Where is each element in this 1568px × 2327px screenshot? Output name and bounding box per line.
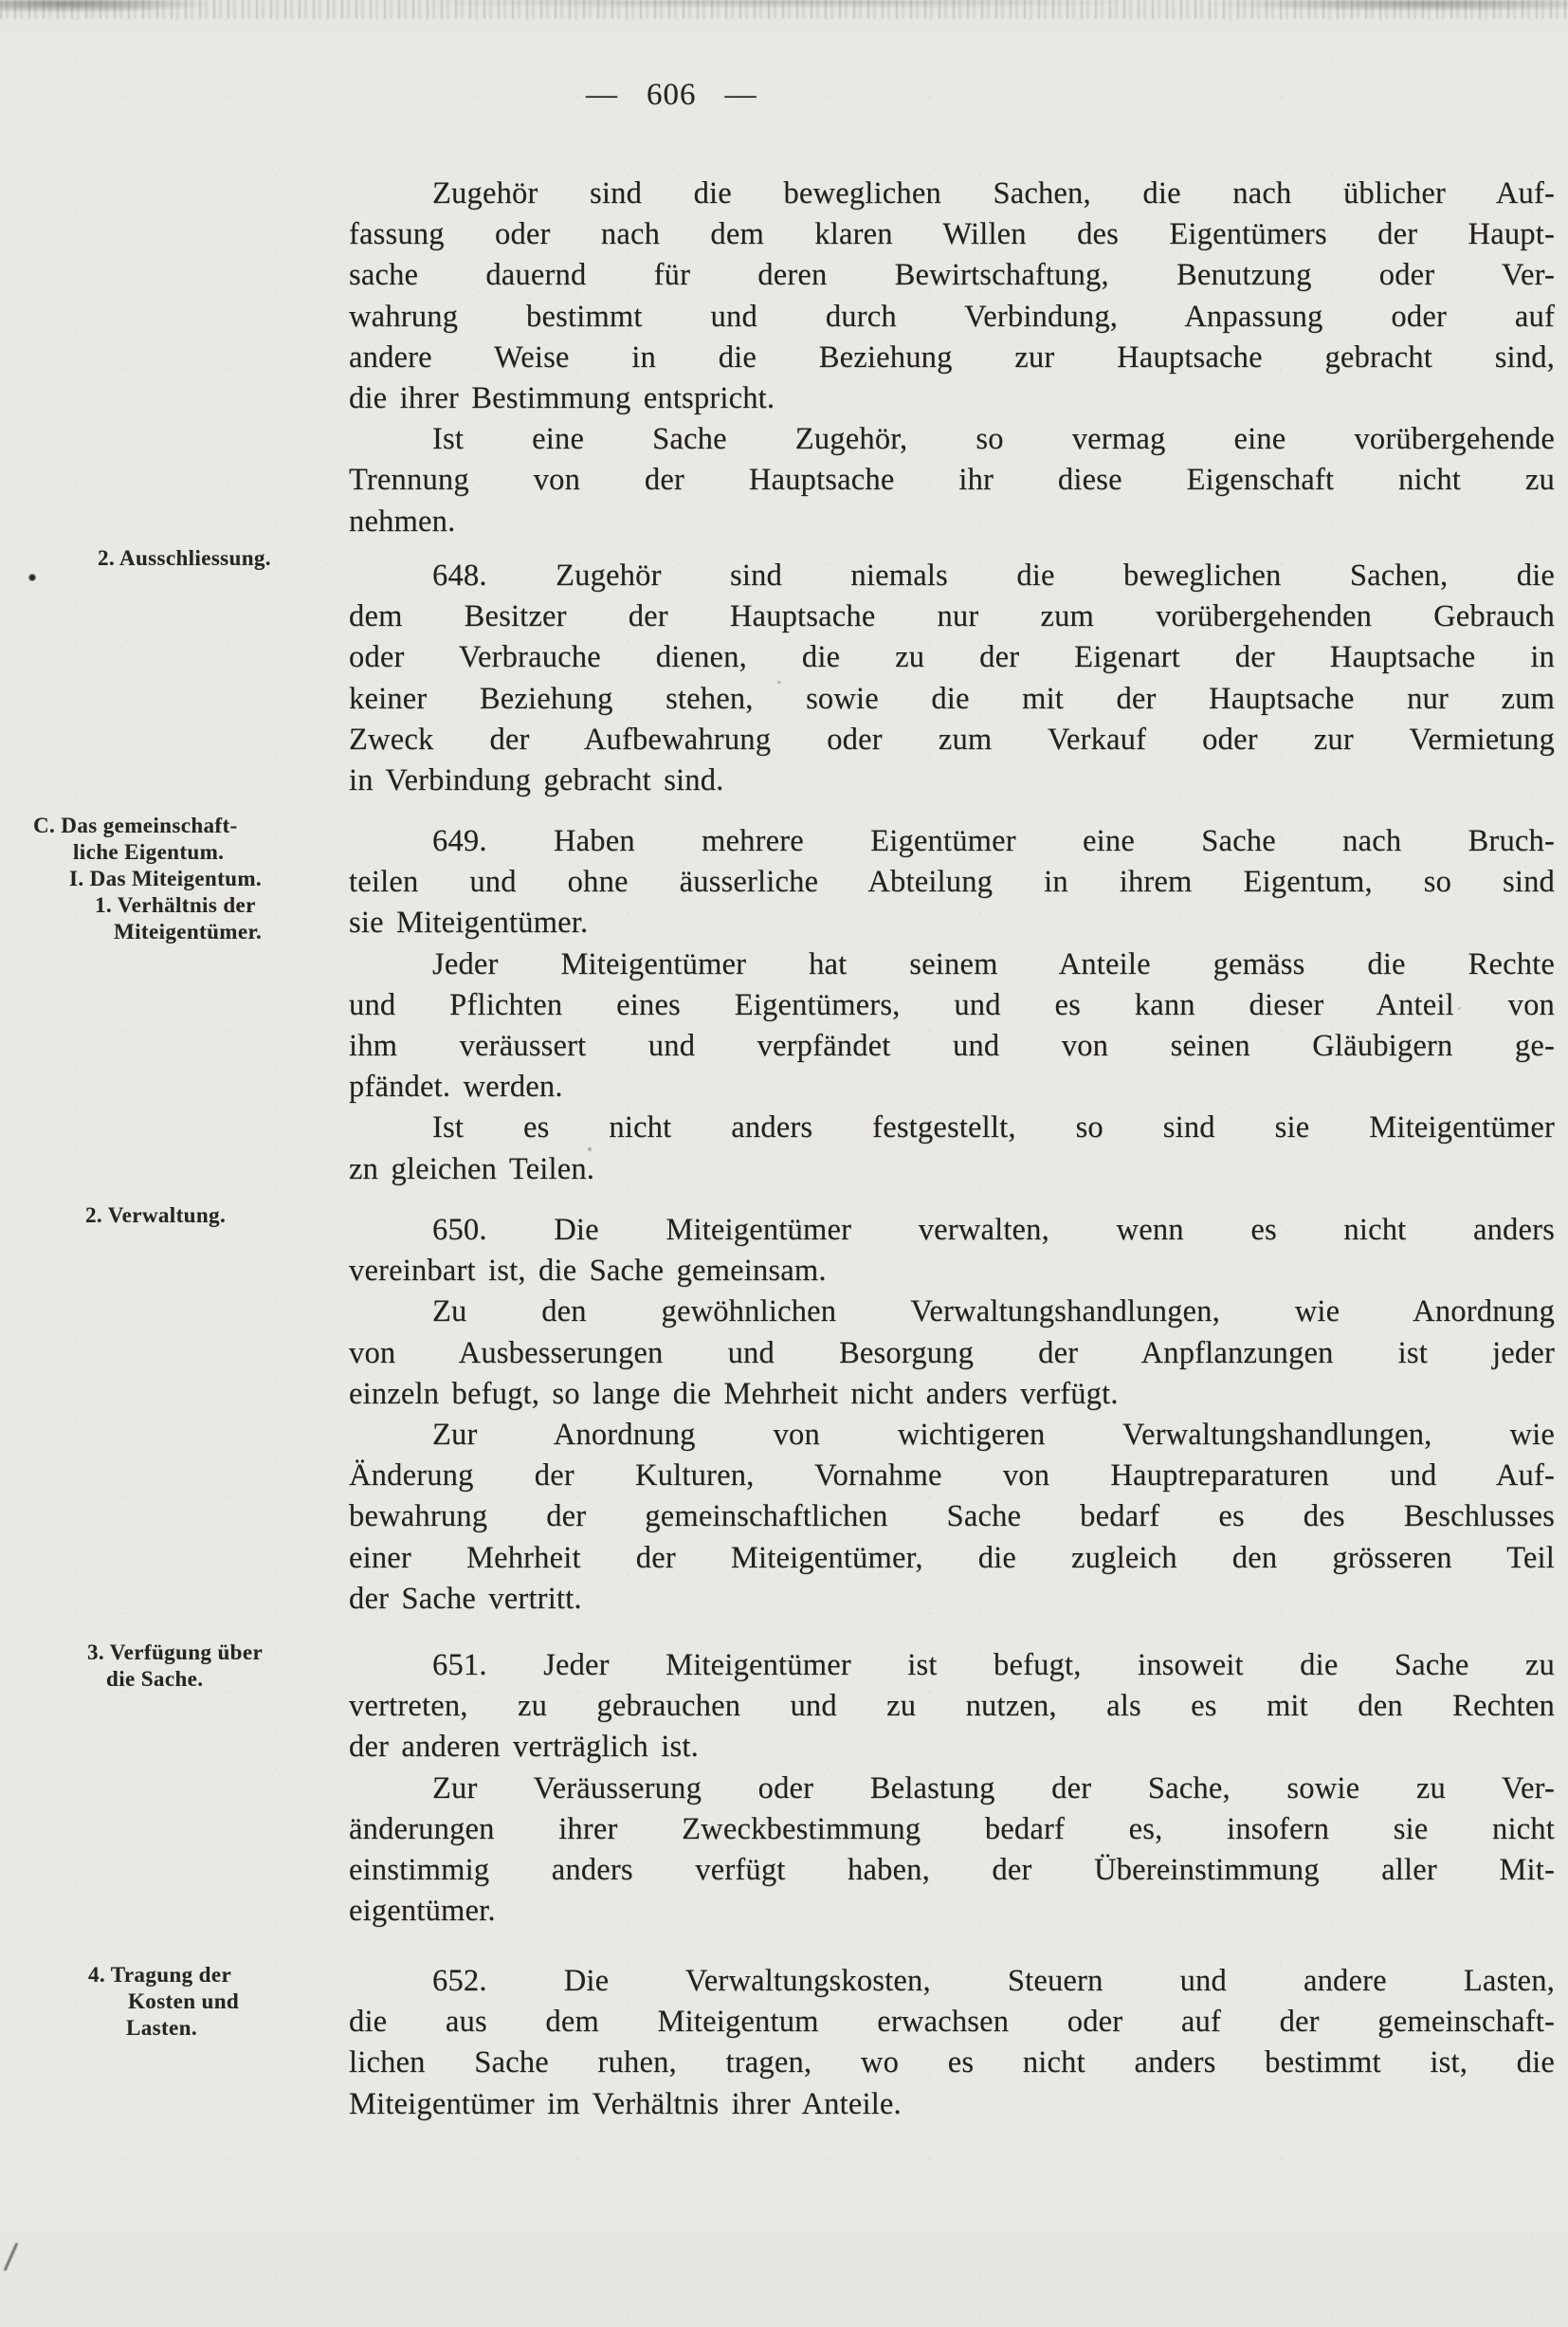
header-dash-right: — (724, 78, 757, 112)
text-line: 652. Die Verwaltungskosten, Steuern und andere Lasten, (432, 1964, 1555, 1998)
text-line: Miteigentümer im Verhältnis ihrer Anteile. (349, 2086, 902, 2121)
text-line: 650. Die Miteigentümer verwalten, wenn es nicht anders (432, 1213, 1555, 1247)
text-line: bewahrung der gemeinschaftlichen Sache bedarf es des Beschlusses (349, 1499, 1555, 1534)
text-line: Ist eine Sache Zugehör, so vermag eine vorübergehende (432, 422, 1555, 457)
scan-artifact-dot (588, 1147, 592, 1151)
text-line: Zugehör sind die beweglichen Sachen, die nach üblicher Auf- (432, 176, 1555, 211)
text-line: der anderen verträglich ist. (349, 1730, 699, 1765)
text-line: Zur Anordnung von wichtigeren Verwaltungshandlungen, wie (432, 1418, 1555, 1453)
text-line: nehmen. (349, 504, 456, 539)
text-line: einzeln befugt, so lange die Mehrheit nicht anders verfügt. (349, 1376, 1119, 1411)
text-line: fassung oder nach dem klaren Willen des Eigentümers der Haupt- (349, 217, 1555, 252)
text-line: vertreten, zu gebrauchen und zu nutzen, als es mit den Rechten (349, 1689, 1555, 1724)
text-line: sie Miteigentümer. (349, 906, 589, 941)
margin-note-line: 3. Verfügung über (87, 1640, 264, 1664)
text-line: einstimmig anders verfügt haben, der Übereinstimmung aller Mit- (349, 1853, 1555, 1888)
margin-note-line: 1. Verhältnis der (95, 893, 256, 917)
text-line: 651. Jeder Miteigentümer ist befugt, insoweit die Sache zu (432, 1648, 1555, 1682)
text-column (349, 0, 1555, 2327)
text-line: und Pflichten eines Eigentümers, und es kann dieser Anteil von (349, 987, 1555, 1022)
text-line: andere Weise in die Beziehung zur Hauptsache gebracht sind, (349, 339, 1555, 375)
article-intro-continuation (349, 174, 1555, 542)
text-line: pfändet. werden. (349, 1070, 563, 1105)
text-line: die aus dem Miteigentum erwachsen oder auf der gemeinschaft- (349, 2005, 1555, 2040)
text-line: Zweck der Aufbewahrung oder zum Verkauf oder zur Vermietung (349, 722, 1555, 757)
article-649 (349, 821, 1555, 1190)
text-line: der Sache vertritt. (349, 1581, 582, 1616)
text-line: ihm veräussert und verpfändet und von seinen Gläubigern ge- (349, 1029, 1555, 1064)
text-line: Änderung der Kulturen, Vornahme von Hauptreparaturen und Auf- (349, 1458, 1555, 1493)
text-line: einer Mehrheit der Miteigentümer, die zugleich den grösseren Teil (349, 1540, 1555, 1575)
article-650 (349, 1210, 1555, 1620)
scan-artifact-dot (777, 681, 781, 684)
margin-note-line: Lasten. (126, 2016, 198, 2040)
text-line: sache dauernd für deren Bewirtschaftung, Benutzung oder Ver- (349, 258, 1555, 293)
article-648 (349, 556, 1555, 801)
scan-artifact-slash (4, 2243, 19, 2271)
scan-artifact-dot (28, 574, 36, 581)
text-line: zn gleichen Teilen. (349, 1151, 595, 1186)
margin-note-line: C. Das gemeinschaft- (33, 814, 238, 837)
margin-note-ausschliessung (98, 545, 271, 572)
margin-note-line: die Sache. (106, 1667, 204, 1691)
page-number: 606 (647, 78, 697, 112)
margin-note-line: I. Das Miteigentum. (69, 867, 263, 890)
text-line: in Verbindung gebracht sind. (349, 763, 724, 798)
margin-note-line: Kosten und (128, 1989, 240, 2013)
margin-note-gemeinschaftliches-eigentum (33, 813, 262, 945)
scan-artifact-dot (1458, 1007, 1461, 1010)
text-line: dem Besitzer der Hauptsache nur zum vorübergehenden Gebrauch (349, 599, 1555, 634)
margin-note-verfuegung (87, 1640, 263, 1693)
text-line: Jeder Miteigentümer hat seinem Anteile gemäss die Rechte (432, 946, 1555, 981)
header-dash-left: — (586, 78, 618, 112)
margin-note-line: Miteigentümer. (114, 920, 263, 944)
article-652 (349, 1961, 1555, 2125)
text-line: Zur Veräusserung oder Belastung der Sache, sowie zu Ver- (432, 1770, 1555, 1805)
text-line: änderungen ihrer Zweckbestimmung bedarf es, insofern sie nicht (349, 1811, 1555, 1846)
text-line: vereinbart ist, die Sache gemeinsam. (349, 1254, 827, 1289)
text-line: wahrung bestimmt und durch Verbindung, Anpassung oder auf (349, 299, 1555, 334)
article-651 (349, 1645, 1555, 1932)
text-line: 648. Zugehör sind niemals die beweglichen Sachen, die (432, 559, 1555, 593)
text-line: eigentümer. (349, 1894, 496, 1929)
text-line: oder Verbrauche dienen, die zu der Eigenart der Hauptsache in (349, 640, 1555, 675)
margin-note-line: liche Eigentum. (73, 840, 225, 864)
text-line: Ist es nicht anders festgestellt, so sind sie Miteigentümer (432, 1110, 1555, 1145)
margin-note-verwaltung (85, 1202, 226, 1229)
margin-note-line: 4. Tragung der (88, 1963, 232, 1987)
text-line: keiner Beziehung stehen, sowie die mit der Hauptsache nur zum (349, 681, 1555, 716)
text-line: von Ausbesserungen und Besorgung der Anpflanzungen ist jeder (349, 1335, 1555, 1370)
margin-note-line: 2. Ausschliessung. (98, 546, 271, 570)
text-line: teilen und ohne äusserliche Abteilung in ihrem Eigentum, so sind (349, 865, 1555, 900)
text-line: Zu den gewöhnlichen Verwaltungshandlungen, wie Anordnung (432, 1294, 1555, 1329)
text-line: die ihrer Bestimmung entspricht. (349, 381, 775, 416)
text-line: 649. Haben mehrere Eigentümer eine Sache nach Bruch- (432, 824, 1555, 858)
margin-note-line: 2. Verwaltung. (85, 1203, 227, 1227)
text-line: Trennung von der Hauptsache ihr diese Eigenschaft nicht zu (349, 463, 1555, 498)
margin-note-tragung (88, 1962, 239, 2042)
text-line: lichen Sache ruhen, tragen, wo es nicht anders bestimmt ist, die (349, 2045, 1555, 2080)
